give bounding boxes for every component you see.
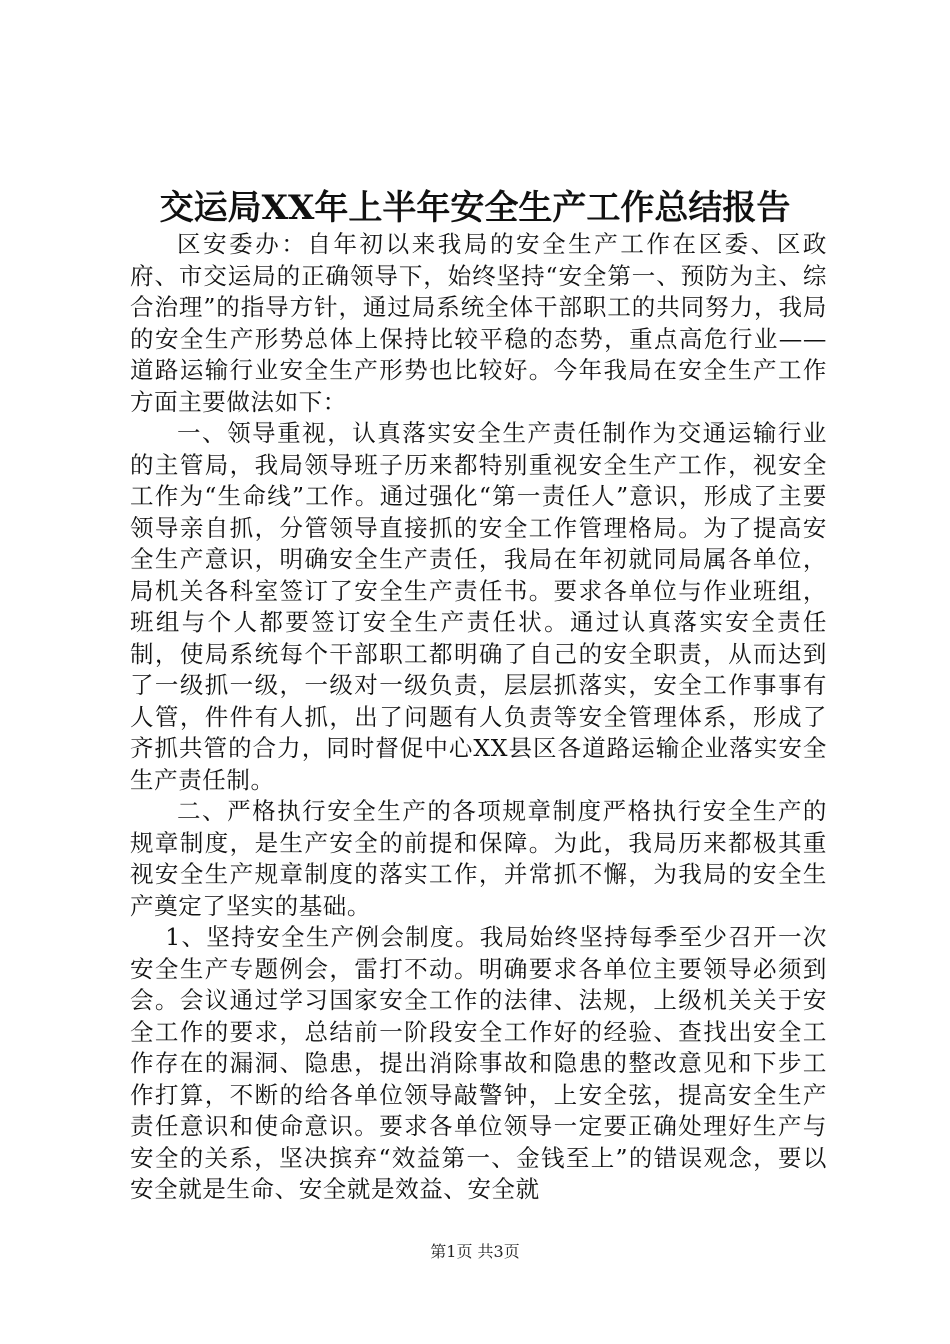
document-title: 交运局XX年上半年安全生产工作总结报告 <box>159 188 791 228</box>
body-paragraph-section-2: 二、严格执行安全生产的各项规章制度严格执行安全生产的规章制度，是生产安全的前提和保障。为此，我局历来都极其重视安全生产规章制度的落实工作，并常抓不懈，为我局的安全生产奠定了坚实的基础。 <box>130 797 827 920</box>
body-paragraph-section-1: 一、领导重视，认真落实安全生产责任制作为交通运输行业的主管局，我局领导班子历来都特别重视安全生产工作，视安全工作为“生命线”工作。通过强化“第一责任人”意识，形成了主要领导亲自抓，分管领导直接抓的安全工作管理格局。为了提高安全生产意识，明确安全生产责任，我局在年初就同局属各单位，局机关各科室签订了安全生产责任书。要求各单位与作业班组，班组与个人都要签订安全生产责任状。通过认真落实安全责任制，使局系统每个干部职工都明确了自己的安全职责，从而达到了一级抓一级，一级对一级负责，层层抓落实，安全工作事事有人管，件件有人抓，出了问题有人负责等安全管理体系，形成了齐抓共管的合力，同时督促中心XX县区各道路运输企业落实安全生产责任制。 <box>130 419 827 794</box>
document-body <box>130 229 827 1206</box>
body-paragraph-item-1: 1、坚持安全生产例会制度。我局始终坚持每季至少召开一次安全生产专题例会，雷打不动。明确要求各单位主要领导必须到会。会议通过学习国家安全工作的法律、法规，上级机关关于安全工作的要求，总结前一阶段安全工作好的经验、查找出安全工作存在的漏洞、隐患，提出消除事故和隐患的整改意见和下步工作打算，不断的给各单位领导敲警钟，上安全弦，提高安全生产责任意识和使命意识。要求各单位领导一定要正确处理好生产与安全的关系，坚决摈弃“效益第一、金钱至上”的错误观念，要以安全就是生命、安全就是效益、安全就 <box>130 923 827 1203</box>
page-footer: 第1页 共3页 <box>430 1242 520 1261</box>
body-paragraph-intro: 区安委办：自年初以来我局的安全生产工作在区委、区政府、市交运局的正确领导下，始终坚持“安全第一、预防为主、综合治理”的指导方针，通过局系统全体干部职工的共同努力，我局的安全生产形势总体上保持比较平稳的态势，重点高危行业——道路运输行业安全生产形势也比较好。今年我局在安全生产工作方面主要做法如下： <box>130 230 827 416</box>
